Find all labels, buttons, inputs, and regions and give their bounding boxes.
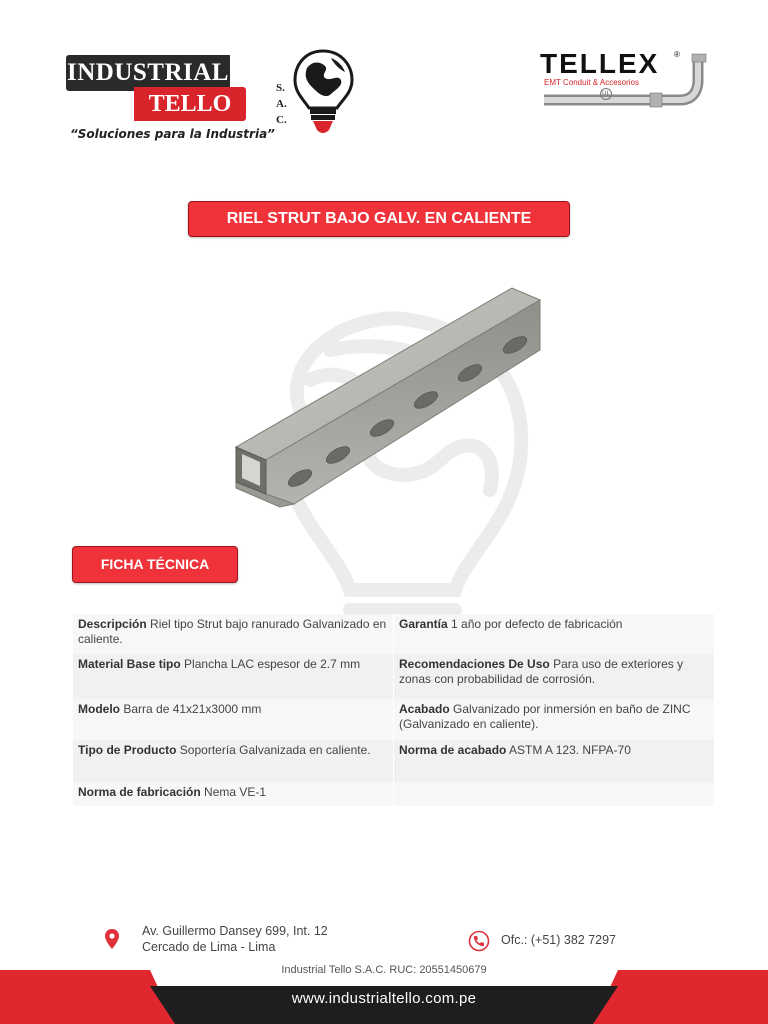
brand-suffix-a: A.: [276, 98, 287, 110]
ul-certification-icon: UL: [600, 88, 612, 100]
spec-label: Norma de acabado: [399, 743, 507, 757]
spec-value: Galvanizado por inmersión en baño de ZINC (Galvanizado en caliente).: [399, 702, 691, 731]
slogan: “Soluciones para la Industria”: [70, 127, 275, 141]
spec-acabado: [394, 699, 714, 740]
spec-label: Garantía: [399, 617, 448, 631]
phone-text: Ofc.: (+51) 382 7297: [501, 933, 617, 947]
spec-descripcion: [73, 614, 394, 654]
location-pin-icon: [104, 928, 120, 950]
spec-garantia: [394, 614, 714, 654]
product-title: RIEL STRUT BAJO GALV. EN CALIENTE: [188, 201, 570, 237]
spec-label: Descripción: [78, 617, 147, 631]
brand-bottom: TELLO: [134, 87, 246, 121]
address-line-2: Cercado de Lima - Lima: [142, 940, 276, 954]
address-text: [142, 923, 328, 955]
spec-modelo: [73, 699, 394, 740]
spec-label: Modelo: [78, 702, 120, 716]
lightbulb-globe-icon: [291, 48, 356, 136]
spec-label: Tipo de Producto: [78, 743, 177, 757]
ficha-tecnica-label: FICHA TÉCNICA: [72, 546, 238, 583]
phone-icon: [468, 930, 490, 952]
spec-empty-cell: [394, 782, 714, 806]
tellex-logo: [540, 48, 712, 120]
industrial-tello-logo: [66, 53, 366, 148]
strut-channel-image: [230, 282, 550, 517]
table-row: [73, 699, 714, 740]
spec-value: Barra de 41x21x3000 mm: [123, 702, 262, 716]
spec-value: 1 año por defecto de fabricación: [451, 617, 623, 631]
table-row: [73, 654, 714, 699]
spec-value: Riel tipo Strut bajo ranurado Galvanizado en caliente.: [78, 617, 387, 646]
spec-norma-acabado: [394, 740, 714, 782]
brand-suffix: [276, 80, 290, 128]
spec-label: Material Base tipo: [78, 657, 181, 671]
spec-norma-fabricacion: [73, 782, 394, 806]
brand-top: INDUSTRIAL: [66, 55, 230, 91]
spec-label: Acabado: [399, 702, 450, 716]
address-block: [104, 923, 404, 957]
spec-label: Recomendaciones De Uso: [399, 657, 550, 671]
specs-table: [73, 614, 714, 806]
spec-value: Soportería Galvanizada en caliente.: [179, 743, 371, 757]
registered-mark: ®: [674, 50, 680, 59]
spec-value: ASTM A 123. NFPA-70: [509, 743, 631, 757]
spec-label: Norma de fabricación: [78, 785, 201, 799]
spec-recomendaciones: [394, 654, 714, 699]
table-row: [73, 740, 714, 782]
phone-block: [468, 930, 668, 954]
tellex-wordmark: TELLEX: [540, 48, 660, 79]
company-ruc: Industrial Tello S.A.C. RUC: 20551450679: [281, 964, 487, 976]
address-line-1: Av. Guillermo Dansey 699, Int. 12: [142, 924, 328, 938]
tellex-subtitle: EMT Conduit & Accesorios: [544, 78, 640, 87]
brand-suffix-s: S.: [276, 82, 285, 94]
spec-tipo-producto: [73, 740, 394, 782]
brand-suffix-c: C.: [276, 114, 287, 126]
spec-value: Para uso de exteriores y zonas con probabilidad de corrosión.: [399, 657, 684, 686]
table-row: [73, 782, 714, 806]
spec-value: Nema VE-1: [204, 785, 267, 799]
website-link[interactable]: www.industrialtello.com.pe: [291, 990, 477, 1007]
spec-material: [73, 654, 394, 699]
spec-value: Plancha LAC espesor de 2.7 mm: [184, 657, 361, 671]
table-row: [73, 614, 714, 654]
